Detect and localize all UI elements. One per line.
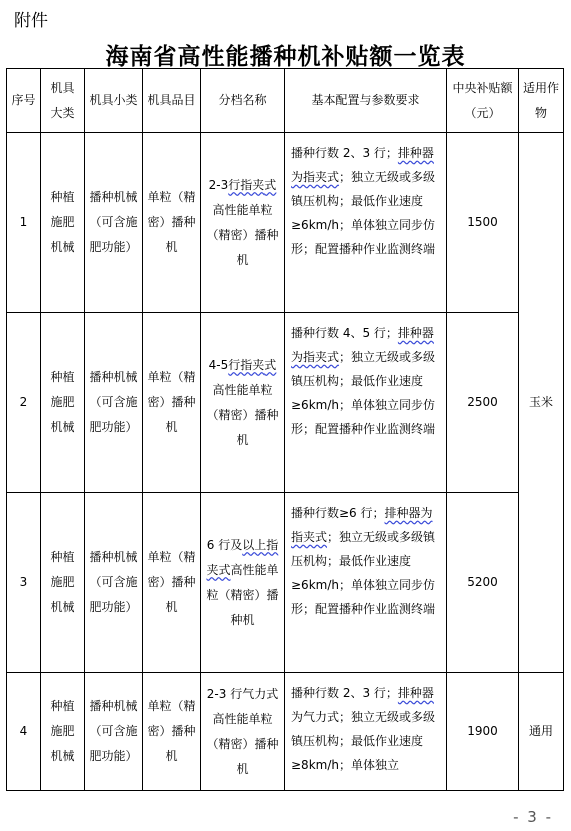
col-header-grade: 分档名称: [201, 69, 285, 133]
col-header-subsidy: 中央补贴额（元）: [447, 69, 519, 133]
cell-major: 种植施肥机械: [41, 313, 85, 493]
cell-seq: 2: [7, 313, 41, 493]
cell-item: 单粒（精密）播种机: [143, 313, 201, 493]
cell-item: 单粒（精密）播种机: [143, 493, 201, 673]
col-header-seq: 序号: [7, 69, 41, 133]
cell-item: 单粒（精密）播种机: [143, 673, 201, 791]
cell-item: 单粒（精密）播种机: [143, 133, 201, 313]
cell-seq: 4: [7, 673, 41, 791]
cell-subsidy: 1900: [447, 673, 519, 791]
attachment-label: 附件: [14, 11, 48, 31]
page-title: 海南省高性能播种机补贴额一览表: [105, 44, 466, 70]
table-row: [7, 133, 564, 313]
col-header-minor: 机具小类: [85, 69, 143, 133]
cell-subsidy: 2500: [447, 313, 519, 493]
subsidy-table: [6, 68, 564, 791]
cell-minor: 播种机械（可含施肥功能）: [85, 313, 143, 493]
cell-config: 播种行数 4、5 行；排种器为指夹式；独立无级或多级镇压机构；最低作业速度≥6km/h；单体独立同步仿形；配置播种作业监测终端: [285, 313, 447, 493]
cell-major: 种植施肥机械: [41, 673, 85, 791]
cell-crop: 玉米: [519, 133, 564, 673]
cell-minor: 播种机械（可含施肥功能）: [85, 493, 143, 673]
cell-grade: 2-3行指夹式高性能单粒（精密）播种机: [201, 133, 285, 313]
cell-grade: 2-3 行气力式高性能单粒（精密）播种机: [201, 673, 285, 791]
cell-minor: 播种机械（可含施肥功能）: [85, 673, 143, 791]
col-header-config: 基本配置与参数要求: [285, 69, 447, 133]
cell-subsidy: 5200: [447, 493, 519, 673]
table-row: [7, 493, 564, 673]
cell-config: 播种行数≥6 行；排种器为指夹式；独立无级或多级镇压机构；最低作业速度≥6km/h；单体独立同步仿形；配置播种作业监测终端: [285, 493, 447, 673]
cell-major: 种植施肥机械: [41, 493, 85, 673]
cell-crop: 通用: [519, 673, 564, 791]
col-header-crop: 适用作物: [519, 69, 564, 133]
cell-seq: 1: [7, 133, 41, 313]
cell-minor: 播种机械（可含施肥功能）: [85, 133, 143, 313]
cell-grade: 4-5行指夹式高性能单粒（精密）播种机: [201, 313, 285, 493]
cell-subsidy: 1500: [447, 133, 519, 313]
table-row: [7, 313, 564, 493]
page-number: - 3 -: [513, 808, 553, 826]
cell-config: 播种行数 2、3 行；排种器为气力式；独立无级或多级镇压机构；最低作业速度≥8km/h；单体独立: [285, 673, 447, 791]
table-header-row: [7, 69, 564, 133]
cell-config: 播种行数 2、3 行；排种器为指夹式；独立无级或多级镇压机构；最低作业速度≥6km/h；单体独立同步仿形；配置播种作业监测终端: [285, 133, 447, 313]
col-header-item: 机具品目: [143, 69, 201, 133]
col-header-major: 机具大类: [41, 69, 85, 133]
cell-grade: 6 行及以上指夹式高性能单粒（精密）播种机: [201, 493, 285, 673]
cell-major: 种植施肥机械: [41, 133, 85, 313]
cell-seq: 3: [7, 493, 41, 673]
table-row: [7, 673, 564, 791]
